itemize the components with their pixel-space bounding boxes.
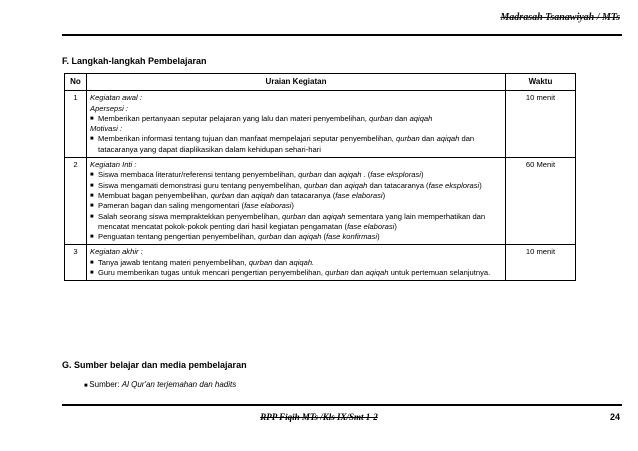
bullet-icon: ■	[90, 182, 94, 189]
row-content	[87, 245, 506, 281]
footer-rule	[62, 404, 622, 406]
source-label: Sumber:	[89, 380, 122, 389]
row-number: 2	[65, 158, 87, 245]
table-row	[65, 158, 576, 245]
activity-label: Kegiatan akhir :	[90, 247, 143, 257]
bullet-icon: ■	[90, 115, 94, 122]
source-line	[84, 380, 236, 389]
list-item: ■ Guru memberikan tugas untuk mencari pengertian penyembelihan, qurban dan aqiqah untuk pertemuan selanjutnya.	[90, 268, 491, 278]
section-f-title: F. Langkah-langkah Pembelajaran	[62, 56, 207, 66]
row-number: 1	[65, 91, 87, 158]
list-item: ■ Membuat bagan penyembelihan, qurban dan aqiqah dan tatacaranya (fase elaborasi)	[90, 190, 386, 200]
list-item: ■ Pameran bagan dan saling mengomentari (fase elaborasi)	[90, 201, 294, 211]
table-row	[65, 245, 576, 281]
header-rule	[62, 34, 622, 36]
list-item: ■ Penguatan tentang pengertian penyembelihan, qurban dan aqiqah (fase konfirmasi)	[90, 232, 380, 242]
header-uraian: Uraian Kegiatan	[87, 74, 506, 91]
source-value: Al Qur'an terjemahan dan hadits	[121, 380, 237, 389]
motivasi-label: Motivasi :	[90, 124, 123, 134]
activity-label: Kegiatan awal :	[90, 93, 142, 103]
list-item: ■ Tanya jawab tentang materi penyembelihan, qurban dan aqiqah.	[90, 257, 315, 267]
list-item: ■ Memberikan pertanyaan seputar pelajaran yang lalu dan materi penyembelihan, qurban dan aqiqah	[90, 113, 433, 123]
list-item: ■ Siswa mengamati demonstrasi guru tentang penyembelihan, qurban dan aqiqah dan tatacaranya (fase eksplorasi)	[90, 180, 482, 190]
row-time: 60 Menit	[506, 158, 576, 245]
row-time: 10 menit	[506, 245, 576, 281]
table-row	[65, 91, 576, 158]
list-item: ■ Memberikan informasi tentang tujuan dan manfaat mempelajari seputar penyembelihan, qurban dan aqiqah dan tatacaranya yang dapat diaplikasikan dalam kehidupan sehari-hari	[90, 134, 475, 154]
bullet-icon: ■	[90, 213, 94, 220]
bullet-icon: ■	[90, 270, 94, 277]
learning-steps-table	[64, 73, 576, 281]
list-item: ■ Salah seorang siswa mempraktekkan penyembelihan, qurban dan aqiqah sementara yang lain memperhatikan dan mencatat mencatat pokok-pokok penting dari hasil kegiatan pengamatan (fase elaborasi)	[90, 211, 486, 231]
bullet-icon: ■	[90, 172, 94, 179]
apersepsi-label: Apersepsi :	[90, 103, 128, 113]
list-item: ■ Siswa membaca literatur/referensi tentang penyembelihan, qurban dan aqiqah . (fase eksplorasi)	[90, 170, 424, 180]
table-header-row	[65, 74, 576, 91]
page-number: 24	[609, 412, 620, 422]
footer-text: RPP Fiqih MTs /Kls IX/Smt 1-2	[260, 412, 378, 422]
row-time: 10 menit	[506, 91, 576, 158]
bullet-icon: ■	[90, 192, 94, 199]
bullet-icon: ■	[90, 136, 94, 143]
header-title: Madrasah Tsanawiyah / MTs	[500, 12, 620, 23]
row-number: 3	[65, 245, 87, 281]
row-content	[87, 158, 506, 245]
bullet-icon: ■	[84, 383, 90, 389]
bullet-icon: ■	[90, 203, 94, 210]
bullet-icon: ■	[90, 234, 94, 241]
section-g-title: G. Sumber belajar dan media pembelajaran	[62, 360, 247, 370]
row-content	[87, 91, 506, 158]
header-no: No	[65, 74, 87, 91]
activity-label: Kegiatan Inti :	[90, 160, 137, 170]
bullet-icon: ■	[90, 259, 94, 266]
header-waktu: Waktu	[506, 74, 576, 91]
